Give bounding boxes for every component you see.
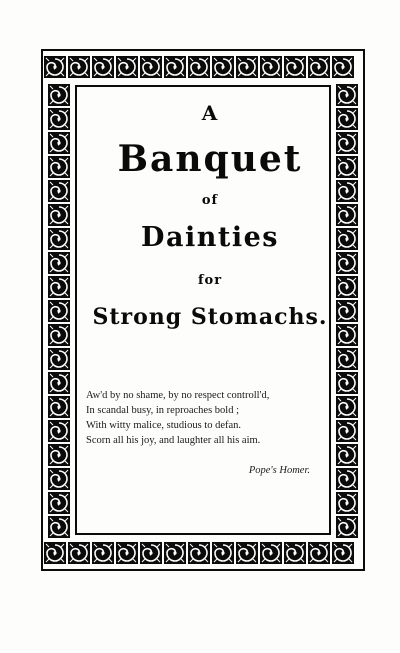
title-strong-stomachs: Strong Stomachs. bbox=[92, 304, 328, 330]
border-bottom bbox=[44, 542, 354, 564]
verse-line: With witty malice, studious to defan. bbox=[86, 420, 242, 431]
title-banquet: Banquet bbox=[117, 138, 303, 180]
title-block bbox=[80, 95, 340, 330]
verse-line: In scandal busy, in reproaches bold ; bbox=[86, 405, 239, 416]
title-for: for bbox=[197, 273, 223, 288]
title-dainties: Dainties bbox=[141, 222, 279, 253]
verse-line: Aw'd by no shame, by no respect controll'd, bbox=[86, 390, 270, 401]
border-top bbox=[44, 56, 354, 78]
epigraph-verse bbox=[86, 388, 326, 448]
title-article: A bbox=[201, 101, 219, 125]
epigraph-attribution: Pope's Homer. bbox=[248, 465, 310, 476]
border-left bbox=[48, 84, 70, 538]
title-of: of bbox=[201, 193, 219, 208]
verse-line: Scorn all his joy, and laughter all his aim. bbox=[86, 435, 261, 446]
